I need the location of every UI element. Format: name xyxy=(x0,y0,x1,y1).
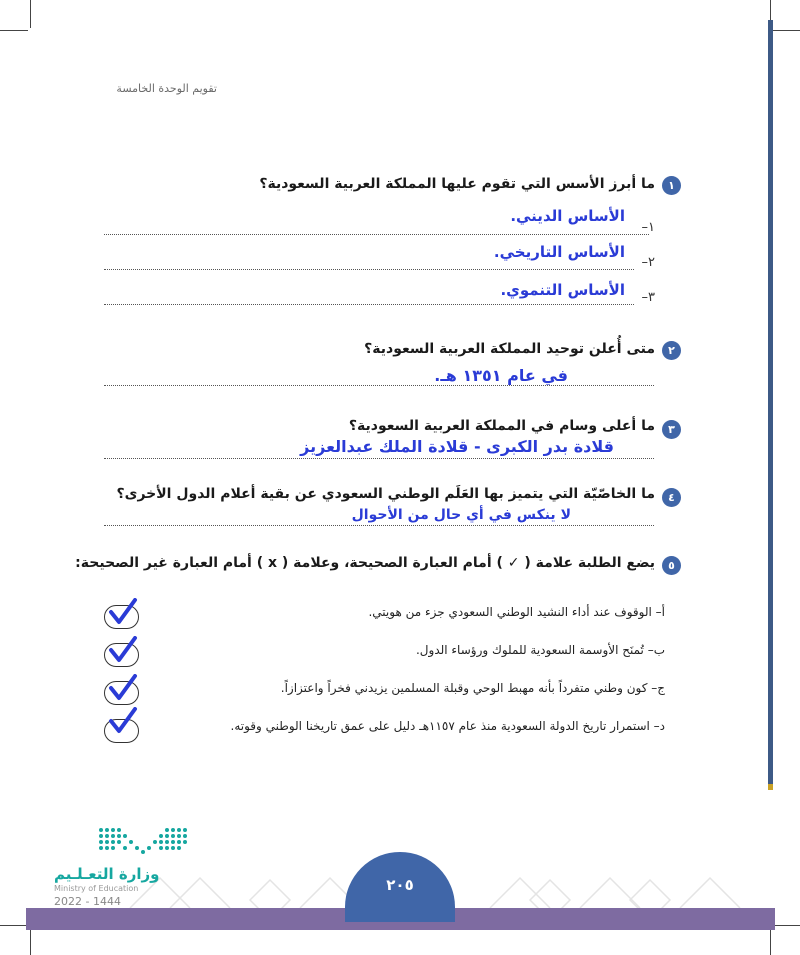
crop-mark xyxy=(772,925,800,926)
statement-text: ب– تُمنَح الأوسمة السعودية للملوك ورؤساء الدول. xyxy=(415,643,665,657)
crop-mark xyxy=(30,0,31,28)
answer-line xyxy=(104,385,654,386)
side-accent-tick xyxy=(768,784,773,790)
crop-mark xyxy=(772,30,800,31)
answer-prefix: ١– xyxy=(641,220,655,235)
edition-year: 2022 - 1444 xyxy=(54,895,121,908)
answer-text: الأساس التنموي. xyxy=(500,281,625,299)
page-number: ٢٠٥ xyxy=(386,876,414,894)
page-header-title: تقويم الوحدة الخامسة xyxy=(116,82,217,95)
crop-mark xyxy=(30,927,31,955)
question-number-badge: ٤ xyxy=(662,488,681,507)
answer-line xyxy=(104,525,654,526)
question-number-badge: ٥ xyxy=(662,556,681,575)
answer-text: في عام ١٣٥١ هـ. xyxy=(434,366,568,385)
question-number-badge: ١ xyxy=(662,176,681,195)
question-number-badge: ٢ xyxy=(662,341,681,360)
checkmark-icon xyxy=(108,707,138,735)
question-text: ما أبرز الأسس التي تقوم عليها المملكة العربية السعودية؟ xyxy=(259,176,655,192)
crop-mark xyxy=(770,927,771,955)
checkmark-icon xyxy=(108,598,138,626)
checkmark-icon xyxy=(108,674,138,702)
statement-text: د– استمرار تاريخ الدولة السعودية منذ عام ١١٥٧هـ دليل على عمق تاريخنا الوطني وقوته. xyxy=(230,719,665,733)
answer-text: لا ينكس في أي حال من الأحوال xyxy=(351,507,571,523)
ministry-logo-icon xyxy=(98,826,188,858)
answer-line xyxy=(104,269,634,270)
question-text: ما الخاصّيّة التي يتميز بها العَلَم الوطني السعودي عن بقية أعلام الدول الأخرى؟ xyxy=(116,486,655,502)
answer-line xyxy=(104,234,649,235)
answer-line xyxy=(104,304,634,305)
crop-mark xyxy=(0,925,28,926)
ministry-name-arabic: وزارة التعـلـيم xyxy=(54,865,160,883)
checkmark-icon xyxy=(108,636,138,664)
question-text: ما أعلى وسام في المملكة العربية السعودية؟ xyxy=(348,418,655,434)
side-accent-bar xyxy=(768,20,773,790)
question-text: يضع الطلبة علامة ( ✓ ) أمام العبارة الصحيحة، وعلامة ( x ) أمام العبارة غير الصحيحة: xyxy=(75,555,655,571)
statement-text: ج– كون وطني متفرداً بأنه مهبط الوحي وقبلة المسلمين يزيدني فخراً واعتزازاً. xyxy=(280,681,665,695)
answer-prefix: ٣– xyxy=(641,290,655,305)
answer-prefix: ٢– xyxy=(641,255,655,270)
answer-text: قلادة بدر الكبرى - قلادة الملك عبدالعزيز xyxy=(300,437,614,456)
statement-text: أ– الوقوف عند أداء النشيد الوطني السعودي جزء من هويتي. xyxy=(368,605,665,619)
ministry-name-english: Ministry of Education xyxy=(54,884,139,893)
answer-line xyxy=(104,458,654,459)
answer-text: الأساس التاريخي. xyxy=(493,243,625,261)
question-text: متى أُعلن توحيد المملكة العربية السعودية؟ xyxy=(364,341,655,357)
crop-mark xyxy=(0,30,28,31)
question-number-badge: ٣ xyxy=(662,420,681,439)
answer-text: الأساس الديني. xyxy=(510,207,625,225)
